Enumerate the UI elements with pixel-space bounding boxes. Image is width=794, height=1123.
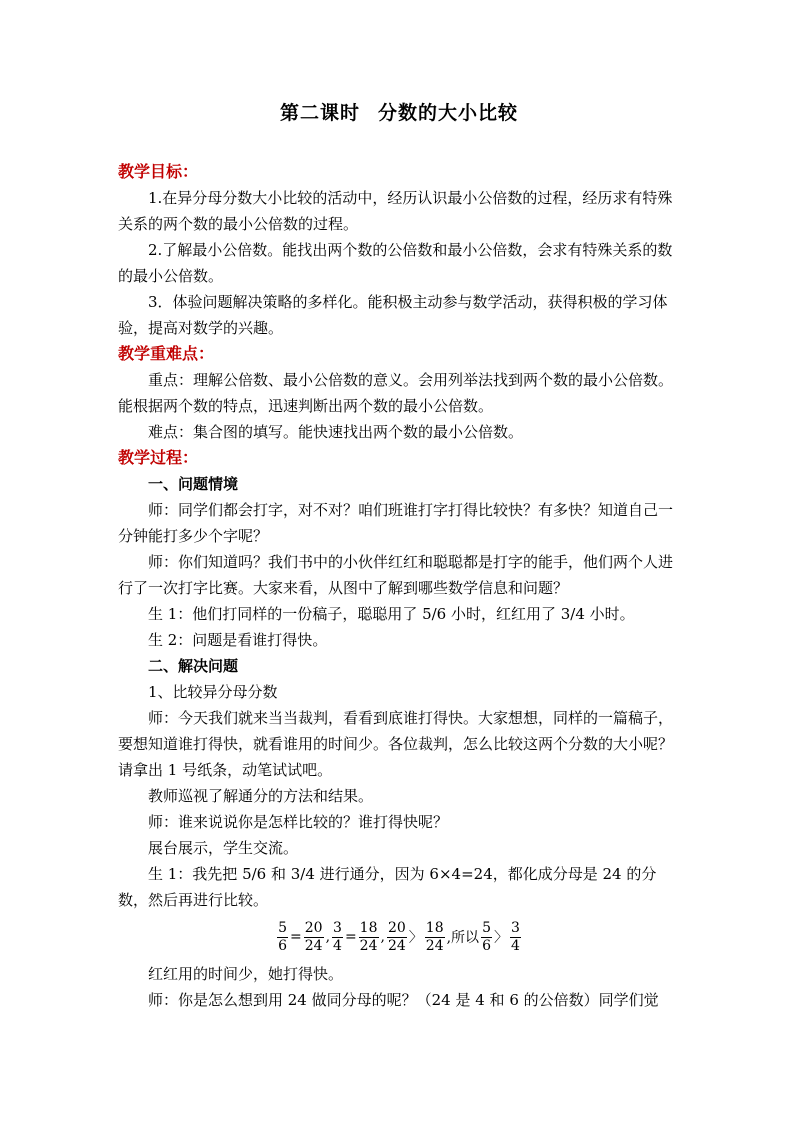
process-paragraph: 生 2：问题是看谁打得快。 — [148, 631, 328, 649]
fraction-denominator: 24 — [387, 937, 406, 954]
page-title — [118, 98, 680, 125]
comma: , — [380, 929, 385, 945]
process-paragraph: 师：你是怎么想到用 24 做同分母的呢？（24 是 4 和 6 的公倍数）同学们觉 — [148, 991, 659, 1009]
fraction-denominator: 4 — [510, 937, 520, 954]
process-paragraph: 师：你们知道吗？我们书中的小伙伴红红和聪聪都是打字的能手，他们两个人进行了一次打字比赛。大家来看，从图中了解到哪些数学信息和问题？ — [118, 553, 674, 597]
process-paragraph: 教师巡视了解通分的方法和结果。 — [148, 787, 374, 805]
fraction — [481, 920, 492, 955]
process-subheading: 二、解决问题 — [148, 657, 239, 675]
greater-than-sign: 〉 — [408, 930, 423, 946]
comma: , — [325, 929, 331, 945]
equals-sign: = — [344, 929, 357, 945]
process-paragraph: 师：同学们都会打字，对不对？咱们班谁打字打得比较快？有多快？知道自己一分钟能打多少个字呢？ — [118, 501, 674, 545]
fraction — [510, 920, 521, 955]
fraction-denominator: 4 — [333, 937, 342, 954]
fraction-numerator: 5 — [278, 919, 287, 936]
title-lesson: 第二课时 — [279, 102, 360, 124]
document-body — [118, 98, 680, 1013]
fraction-denominator: 6 — [278, 937, 287, 954]
fraction — [425, 920, 445, 955]
key-point-paragraph: 重点：理解公倍数、最小公倍数的意义。会用列举法找到两个数的最小公倍数。能根据两个数的特点，迅速判断出两个数的最小公倍数。 — [118, 371, 674, 415]
conclusion-text: ,所以 — [446, 930, 480, 946]
fraction-numerator: 5 — [482, 919, 491, 936]
equals-sign: = — [290, 929, 302, 945]
process-paragraph: 生 1：我先把 5/6 和 3/4 进行通分，因为 6×4=24，都化成分母是 24 的分数，然后再进行比较。 — [118, 865, 657, 909]
fraction-numerator: 18 — [425, 919, 444, 936]
key-points-heading: 教学重难点： — [118, 344, 215, 363]
fraction-numerator: 20 — [304, 919, 323, 936]
fraction-comparison-formula — [118, 915, 680, 959]
process-heading: 教学过程： — [118, 448, 199, 467]
title-topic: 分数的大小比较 — [378, 102, 519, 124]
process-paragraph: 生 1：他们打同样的一份稿子，聪聪用了 5/6 小时，红红用了 3/4 小时。 — [148, 605, 635, 623]
fraction-numerator: 3 — [510, 919, 520, 936]
fraction — [359, 920, 379, 955]
process-paragraph: 1、比较异分母分数 — [148, 683, 278, 701]
fraction — [387, 920, 407, 955]
fraction-numerator: 3 — [333, 919, 342, 936]
fraction-numerator: 18 — [359, 919, 378, 936]
process-paragraph: 师：谁来说说你是怎样比较的？谁打得快呢？ — [148, 813, 449, 831]
process-paragraph: 师：今天我们就来当当裁判，看看到底谁打得快。大家想想，同样的一篇稿子，要想知道谁打得快，就看谁用的时间少。各位裁判，怎么比较这两个分数的大小呢？请拿出 1 号纸条，动笔试试吧。 — [118, 709, 674, 779]
fraction-numerator: 20 — [387, 919, 406, 936]
greater-than-sign: 〉 — [493, 930, 508, 946]
goal-paragraph: 3．体验问题解决策略的多样化。能积极主动参与数学活动，获得积极的学习体验，提高对数学的兴趣。 — [118, 293, 668, 337]
fraction-denominator: 6 — [482, 937, 491, 954]
fraction — [332, 920, 343, 955]
fraction — [277, 920, 288, 955]
goal-paragraph: 2.了解最小公倍数。能找出两个数的公倍数和最小公倍数，会求有特殊关系的数的最小公倍数。 — [118, 241, 673, 285]
goal-paragraph: 1.在异分母分数大小比较的活动中，经历认识最小公倍数的过程，经历求有特殊关系的两个数的最小公倍数的过程。 — [118, 189, 673, 233]
fraction — [304, 920, 324, 955]
process-paragraph: 展台展示，学生交流。 — [148, 839, 299, 857]
goals-heading: 教学目标： — [118, 162, 199, 181]
fraction-denominator: 24 — [425, 937, 444, 954]
process-paragraph: 红红用的时间少，她打得快。 — [148, 965, 344, 983]
fraction-denominator: 24 — [359, 937, 378, 954]
process-subheading: 一、问题情境 — [148, 475, 239, 493]
key-point-paragraph: 难点：集合图的填写。能快速找出两个数的最小公倍数。 — [148, 423, 524, 441]
fraction-denominator: 24 — [304, 937, 323, 954]
